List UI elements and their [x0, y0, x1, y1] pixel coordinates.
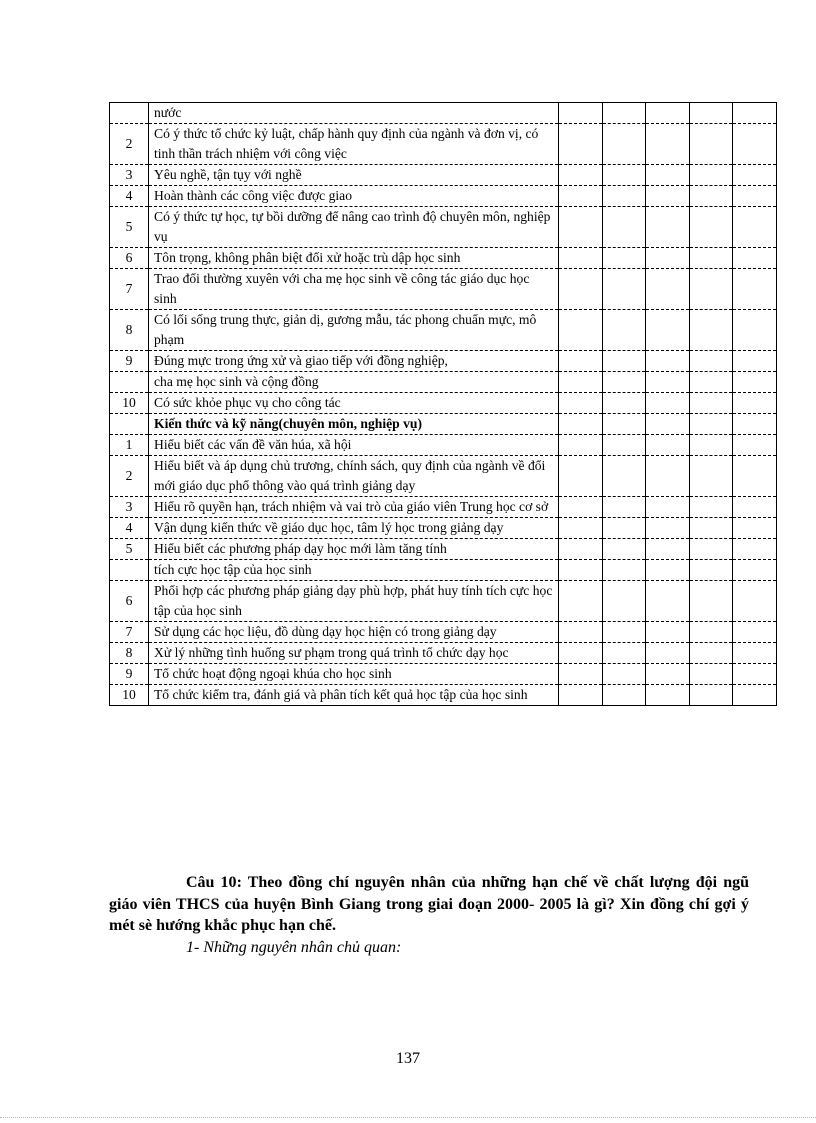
page-number: 137 — [396, 1050, 420, 1067]
row-number: 9 — [110, 664, 149, 685]
rating-cell[interactable] — [559, 435, 603, 456]
rating-cell[interactable] — [603, 207, 646, 248]
row-number: 7 — [110, 269, 149, 310]
rating-cell[interactable] — [603, 103, 646, 124]
rating-cell[interactable] — [733, 622, 777, 643]
rating-cell[interactable] — [603, 124, 646, 165]
rating-cell[interactable] — [733, 539, 777, 560]
rating-cell[interactable] — [690, 456, 733, 497]
rating-cell[interactable] — [690, 310, 733, 351]
table-row — [110, 269, 777, 310]
rating-cell[interactable] — [646, 393, 690, 414]
table-row — [110, 165, 777, 186]
rating-cell[interactable] — [559, 643, 603, 664]
rating-cell[interactable] — [603, 351, 646, 372]
rating-cell[interactable] — [646, 124, 690, 165]
table-row — [110, 248, 777, 269]
rating-cell[interactable] — [559, 207, 603, 248]
rating-cell[interactable] — [733, 269, 777, 310]
rating-cell[interactable] — [603, 518, 646, 539]
table-row — [110, 685, 777, 706]
rating-cell[interactable] — [690, 124, 733, 165]
rating-cell[interactable] — [559, 248, 603, 269]
rating-cell[interactable] — [603, 664, 646, 685]
rating-cell[interactable] — [559, 310, 603, 351]
rating-cell[interactable] — [646, 518, 690, 539]
table-row — [110, 372, 777, 393]
criterion-text: Tổ chức hoạt động ngoại khúa cho học sinh — [149, 664, 559, 685]
criterion-text: Có lối sống trung thực, giản dị, gương mẫu, tác phong chuẩn mực, mô phạm — [149, 310, 559, 351]
rating-cell[interactable] — [559, 269, 603, 310]
question-subheading: 1- Những nguyên nhân chủ quan: — [186, 938, 402, 956]
rating-cell[interactable] — [646, 497, 690, 518]
rating-cell[interactable] — [559, 414, 603, 435]
table-row — [110, 539, 777, 560]
rating-cell[interactable] — [559, 372, 603, 393]
row-number: 6 — [110, 581, 149, 622]
rating-cell[interactable] — [646, 186, 690, 207]
rating-cell[interactable] — [733, 165, 777, 186]
table-row — [110, 124, 777, 165]
rating-cell[interactable] — [603, 685, 646, 706]
criterion-text: Sử dụng các học liệu, đồ dùng dạy học hiện có trong giảng dạy — [149, 622, 559, 643]
rating-cell[interactable] — [733, 435, 777, 456]
row-number: 7 — [110, 622, 149, 643]
rating-cell[interactable] — [690, 372, 733, 393]
table-row — [110, 310, 777, 351]
rating-cell[interactable] — [690, 103, 733, 124]
rating-cell[interactable] — [690, 414, 733, 435]
table-row — [110, 435, 777, 456]
rating-cell[interactable] — [690, 518, 733, 539]
row-number: 8 — [110, 310, 149, 351]
rating-cell[interactable] — [690, 269, 733, 310]
rating-cell[interactable] — [603, 560, 646, 581]
rating-cell[interactable] — [646, 248, 690, 269]
question-body: : Theo đồng chí nguyên nhân của những hạn chế về chất lượng đội ngũ giáo viên THCS của huyện Bình Giang trong giai đoạn 2000- 2005 là gì? Xin đồng chí gợi ý mét sè hướng khắc phục hạn chế. — [109, 874, 750, 934]
row-number: 5 — [110, 207, 149, 248]
criterion-text: Xử lý những tình huống sư phạm trong quá trình tổ chức dạy học — [149, 643, 559, 664]
table-row — [110, 456, 777, 497]
table-row — [110, 643, 777, 664]
rating-cell[interactable] — [733, 351, 777, 372]
rating-cell[interactable] — [690, 664, 733, 685]
rating-cell[interactable] — [603, 310, 646, 351]
criterion-text: nước — [149, 103, 559, 124]
rating-cell[interactable] — [559, 539, 603, 560]
rating-cell[interactable] — [603, 581, 646, 622]
rating-cell[interactable] — [733, 581, 777, 622]
row-number: 6 — [110, 248, 149, 269]
rating-cell[interactable] — [690, 643, 733, 664]
rating-cell[interactable] — [733, 560, 777, 581]
criterion-text: Phối hợp các phương pháp giảng dạy phù hợp, phát huy tính tích cực học tập của học sinh — [149, 581, 559, 622]
criterion-text: Vận dụng kiến thức về giáo dục học, tâm lý học trong giảng dạy — [149, 518, 559, 539]
rating-cell[interactable] — [603, 643, 646, 664]
rating-cell[interactable] — [733, 518, 777, 539]
rating-cell[interactable] — [603, 497, 646, 518]
row-number: 9 — [110, 351, 149, 372]
table-row — [110, 560, 777, 581]
rating-cell[interactable] — [646, 539, 690, 560]
rating-cell[interactable] — [559, 664, 603, 685]
rating-cell[interactable] — [690, 685, 733, 706]
rating-cell[interactable] — [646, 414, 690, 435]
row-number: 2 — [110, 456, 149, 497]
rating-cell[interactable] — [733, 497, 777, 518]
rating-cell[interactable] — [559, 518, 603, 539]
criterion-text: Trao đổi thường xuyên với cha mẹ học sinh về công tác giáo dục học sinh — [149, 269, 559, 310]
rating-cell[interactable] — [646, 351, 690, 372]
rating-cell[interactable] — [690, 497, 733, 518]
rating-cell[interactable] — [603, 165, 646, 186]
criterion-text: Có ý thức tự học, tự bồi dưỡng để nâng cao trình độ chuyên môn, nghiệp vụ — [149, 207, 559, 248]
rating-cell[interactable] — [559, 560, 603, 581]
rating-cell[interactable] — [733, 456, 777, 497]
rating-cell[interactable] — [603, 372, 646, 393]
evaluation-table — [109, 102, 777, 706]
rating-cell[interactable] — [559, 165, 603, 186]
table-row — [110, 207, 777, 248]
rating-cell[interactable] — [603, 435, 646, 456]
rating-cell[interactable] — [690, 435, 733, 456]
rating-cell[interactable] — [733, 186, 777, 207]
rating-cell[interactable] — [733, 685, 777, 706]
rating-cell[interactable] — [559, 186, 603, 207]
rating-cell[interactable] — [690, 539, 733, 560]
row-number: 3 — [110, 497, 149, 518]
table-row — [110, 393, 777, 414]
rating-cell[interactable] — [603, 393, 646, 414]
criterion-text: cha mẹ học sinh và cộng đồng — [149, 372, 559, 393]
rating-cell[interactable] — [603, 539, 646, 560]
rating-cell[interactable] — [733, 393, 777, 414]
row-number: 5 — [110, 539, 149, 560]
row-number — [110, 560, 149, 581]
row-number — [110, 414, 149, 435]
row-number — [110, 372, 149, 393]
rating-cell[interactable] — [690, 207, 733, 248]
rating-cell[interactable] — [690, 622, 733, 643]
rating-cell[interactable] — [559, 497, 603, 518]
rating-cell[interactable] — [690, 186, 733, 207]
criterion-text: Có ý thức tổ chức kỷ luật, chấp hành quy định của ngành và đơn vị, có tinh thần trách nhiệm với công việc — [149, 124, 559, 165]
criterion-text: Hiểu rõ quyền hạn, trách nhiệm và vai trò của giáo viên Trung học cơ sở — [149, 497, 559, 518]
question-10 — [109, 872, 749, 958]
table-row — [110, 581, 777, 622]
rating-cell[interactable] — [559, 393, 603, 414]
rating-cell[interactable] — [690, 560, 733, 581]
criterion-text: Hiểu biết các vấn đề văn húa, xã hội — [149, 435, 559, 456]
rating-cell[interactable] — [559, 103, 603, 124]
row-number — [110, 103, 149, 124]
row-number: 10 — [110, 685, 149, 706]
criterion-text: Tổ chức kiểm tra, đánh giá và phân tích kết quả học tập của học sinh — [149, 685, 559, 706]
table-row — [110, 622, 777, 643]
rating-cell[interactable] — [559, 456, 603, 497]
table-row — [110, 664, 777, 685]
rating-cell[interactable] — [646, 685, 690, 706]
rating-cell[interactable] — [733, 643, 777, 664]
rating-cell[interactable] — [646, 165, 690, 186]
rating-cell[interactable] — [646, 622, 690, 643]
rating-cell[interactable] — [646, 435, 690, 456]
page-bottom-rule — [0, 1117, 816, 1118]
rating-cell[interactable] — [690, 165, 733, 186]
table-row — [110, 103, 777, 124]
rating-cell[interactable] — [559, 351, 603, 372]
criterion-text: Đúng mực trong ứng xử và giao tiếp với đồng nghiệp, — [149, 351, 559, 372]
rating-cell[interactable] — [733, 207, 777, 248]
row-number: 2 — [110, 124, 149, 165]
rating-cell[interactable] — [690, 248, 733, 269]
rating-cell[interactable] — [559, 124, 603, 165]
criterion-text: Có sức khỏe phục vụ cho công tác — [149, 393, 559, 414]
rating-cell[interactable] — [603, 622, 646, 643]
rating-cell[interactable] — [646, 372, 690, 393]
row-number: 1 — [110, 435, 149, 456]
rating-cell[interactable] — [646, 456, 690, 497]
rating-cell[interactable] — [559, 685, 603, 706]
rating-cell[interactable] — [646, 269, 690, 310]
rating-cell[interactable] — [690, 393, 733, 414]
rating-cell[interactable] — [690, 581, 733, 622]
rating-cell[interactable] — [733, 310, 777, 351]
question-label: Câu 10 — [186, 874, 237, 891]
criterion-text: Hoàn thành các công việc được giao — [149, 186, 559, 207]
criterion-text: Yêu nghề, tận tụy với nghề — [149, 165, 559, 186]
criterion-text: Hiểu biết và áp dụng chủ trương, chính sách, quy định của ngành về đổi mới giáo dục phổ thông vào quá trình giảng dạy — [149, 456, 559, 497]
rating-cell[interactable] — [603, 456, 646, 497]
rating-cell[interactable] — [646, 310, 690, 351]
rating-cell[interactable] — [733, 414, 777, 435]
rating-cell[interactable] — [559, 581, 603, 622]
criterion-text: Tôn trọng, không phân biệt đối xử hoặc trù dập học sinh — [149, 248, 559, 269]
rating-cell[interactable] — [603, 248, 646, 269]
rating-cell[interactable] — [733, 124, 777, 165]
table-row — [110, 351, 777, 372]
rating-cell[interactable] — [646, 643, 690, 664]
rating-cell[interactable] — [646, 103, 690, 124]
rating-cell[interactable] — [733, 248, 777, 269]
rating-cell[interactable] — [603, 414, 646, 435]
row-number: 4 — [110, 518, 149, 539]
question-text — [109, 872, 749, 937]
criterion-text: Hiểu biết các phương pháp dạy học mới làm tăng tính — [149, 539, 559, 560]
rating-cell[interactable] — [559, 622, 603, 643]
section-heading: Kiến thức và kỹ năng(chuyên môn, nghiệp vụ) — [149, 414, 559, 435]
rating-cell[interactable] — [603, 269, 646, 310]
rating-cell[interactable] — [603, 186, 646, 207]
table-row — [110, 186, 777, 207]
row-number: 3 — [110, 165, 149, 186]
rating-cell[interactable] — [733, 372, 777, 393]
table-row — [110, 518, 777, 539]
rating-cell[interactable] — [646, 664, 690, 685]
table-row — [110, 497, 777, 518]
rating-cell[interactable] — [733, 664, 777, 685]
rating-cell[interactable] — [690, 351, 733, 372]
row-number: 8 — [110, 643, 149, 664]
rating-cell[interactable] — [646, 581, 690, 622]
row-number: 4 — [110, 186, 149, 207]
table-row — [110, 414, 777, 435]
rating-cell[interactable] — [646, 560, 690, 581]
row-number: 10 — [110, 393, 149, 414]
rating-cell[interactable] — [733, 103, 777, 124]
rating-cell[interactable] — [646, 207, 690, 248]
criterion-text: tích cực học tập của học sinh — [149, 560, 559, 581]
